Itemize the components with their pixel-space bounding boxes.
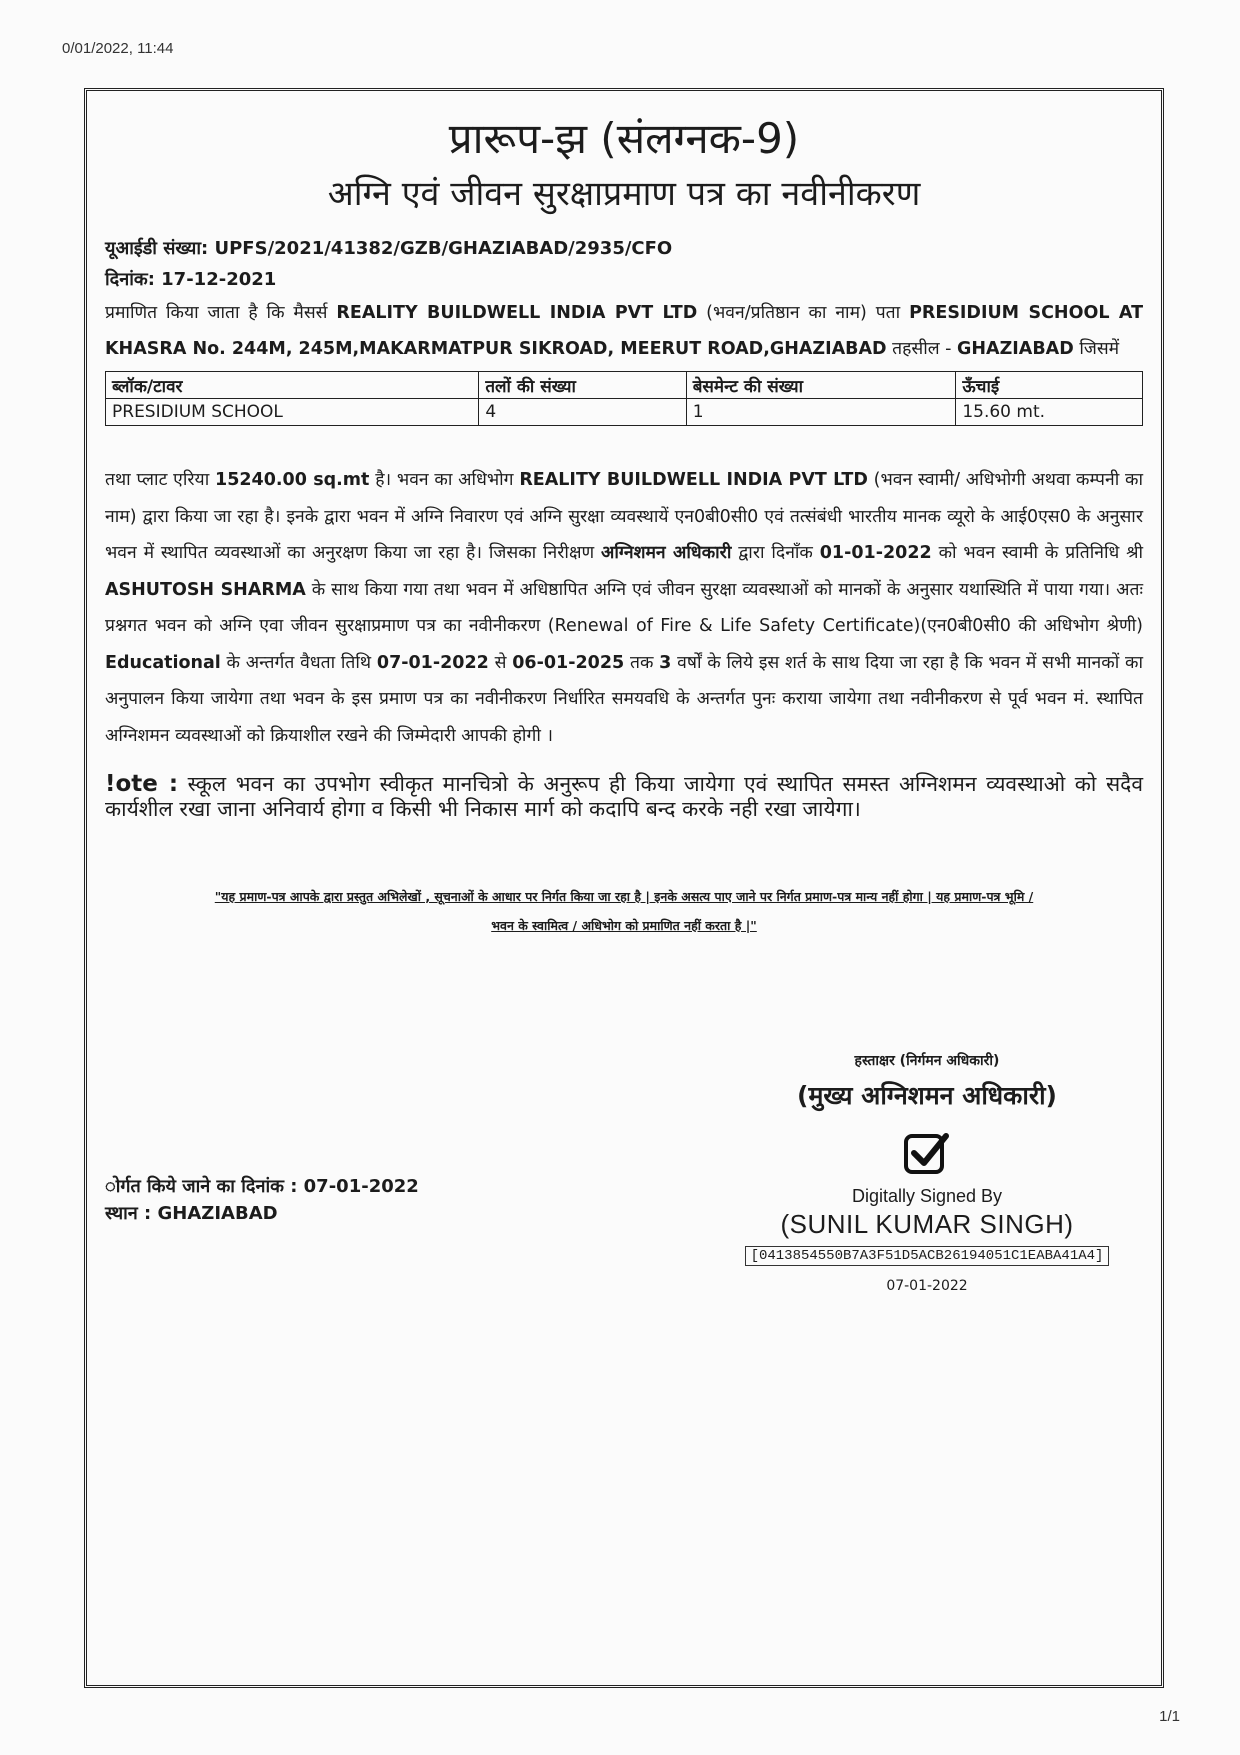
meta-block [105, 233, 1143, 295]
validity-end: 06-01-2025 [512, 652, 625, 673]
signature-hash: [0413854550B7A3F51D5ACB26194051C1EABA41A4] [745, 1246, 1110, 1266]
note-paragraph [105, 772, 1143, 822]
representative-name: ASHUTOSH SHARMA [105, 579, 306, 600]
column-header: बेसमेन्ट की संख्या [686, 372, 956, 399]
document-title: अग्नि एवं जीवन सुरक्षाप्रमाण पत्र का नवीनीकरण [327, 174, 921, 214]
signature-block [727, 1051, 1127, 1294]
table-header-row [106, 372, 1143, 399]
body-text: वर्षों के लिये इस शर्त के साथ दिया जा रहा है कि भवन में सभी मानकों का अनुपालन किया जायेगा तथा भवन के इस प्रमाण पत्र का नवीनीकरण निर्धारित समयवधि के अन्तर्गत पुनः कराया जायेगा तथा नवीनीकरण से पूर्व भवन मं. स्थापित अग्निशमन व्यवस्थाओं को क्रियाशील रखने की जिम्मेदारी आपकी होगी । [105, 652, 1143, 746]
body-text: तथा प्लाट एरिया [105, 470, 216, 490]
certificate-content [105, 91, 1143, 940]
page-number: 1/1 [1159, 1708, 1180, 1725]
inspection-date: 01-01-2022 [819, 543, 932, 563]
digital-signature-label: Digitally Signed By [851, 1186, 1003, 1206]
body-text: द्वारा दिनाँक [731, 543, 820, 563]
issue-date-header: दिनांक: 17-12-2021 [105, 269, 277, 290]
issue-place: स्थान : GHAZIABAD [105, 1203, 278, 1224]
validity-start: 07-01-2022 [376, 652, 489, 673]
signer-name: (SUNIL KUMAR SINGH) [780, 1209, 1074, 1239]
signature-date: 07-01-2022 [886, 1278, 968, 1294]
table-row [106, 399, 1143, 426]
intro-text: जिसमें [1073, 339, 1120, 359]
disclaimer-line: भवन के स्वामित्व / अधिभोग को प्रमाणित नहीं करता है |" [491, 917, 757, 933]
body-text: को भवन स्वामी के प्रतिनिधि श्री [931, 543, 1144, 563]
body-text: तक [624, 652, 660, 673]
column-header: ऊँचाई [956, 372, 1143, 399]
table-cell: 15.60 mt. [956, 399, 1143, 426]
column-header: तलों की संख्या [479, 372, 686, 399]
disclaimer [105, 882, 1143, 940]
building-table [105, 371, 1143, 426]
inspecting-officer: अग्निशमन अधिकारी [601, 543, 732, 563]
body-text: के साथ किया गया तथा भवन में अधिष्ठापित अग्नि एवं जीवन सुरक्षा व्यवस्थाओं को मानकों के अनुसार यथास्थिति में पाया गया। अतः प्रश्नगत भवन को अग्नि एवा जीवन सुरक्षाप्रमाण पत्र का नवीनीकरण (Renewal of Fire & Life Safety Certificate)(एन0बी0सी0 की अधिभोग श्रेणी) [105, 579, 1143, 636]
occupant-name: REALITY BUILDWELL INDIA PVT LTD [519, 470, 868, 490]
body-text: से [488, 652, 513, 673]
form-title: प्रारूप-झ (संलग्नक-9) [448, 114, 800, 163]
table-cell: 4 [479, 399, 686, 426]
table-cell: PRESIDIUM SCHOOL [106, 399, 479, 426]
body-text: (भवन स्वामी/ अधिभोगी अथवा कम्पनी का नाम) द्वारा किया जा रहा है। इनके द्वारा भवन में अग्नि निवारण एवं अग्नि सुरक्षा व्यवस्थायें एन0बी0सी0 एवं तत्संबंधी भारतीय मानक व्यूरो के आई0एस0 के अनुसार भवन में स्थापित व्यवस्थाओं का अनुरक्षण किया जा रहा है। जिसका निरीक्षण [105, 470, 1143, 563]
issue-date: ोर्गत किये जाने का दिनांक : 07-01-2022 [105, 1176, 419, 1197]
intro-text: (भवन/प्रतिष्ठान का नाम) पता [697, 303, 910, 323]
uid-number: यूआईडी संख्या: UPFS/2021/41382/GZB/GHAZIABAD/2935/CFO [105, 238, 673, 259]
body-text: के अन्तर्गत वैधता तिथि [220, 652, 377, 673]
intro-paragraph [105, 295, 1143, 367]
issue-details [105, 1173, 419, 1227]
company-name: REALITY BUILDWELL INDIA PVT LTD [336, 303, 698, 323]
certificate-frame [84, 88, 1164, 1688]
check-box-icon [902, 1128, 952, 1178]
note-text: स्कूल भवन का उपभोग स्वीकृत मानचित्रो के अनुरूप ही किया जायेगा एवं स्थापित समस्त अग्निशमन व्यवस्थाओ को सदैव कार्यशील रखा जाना अनिवार्य होगा व किसी भी निकास मार्ग को कदापि बन्द करके नही रखा जायेगा। [105, 771, 1143, 821]
intro-text: प्रमाणित किया जाता है कि मैसर्स [105, 303, 337, 323]
plot-area: 15240.00 sq.mt [215, 470, 370, 490]
officer-title: (मुख्य अग्निशमन अधिकारी) [797, 1081, 1057, 1110]
body-paragraph [105, 462, 1143, 754]
note-label: !ote : [105, 770, 179, 797]
validity-years: 3 [659, 652, 672, 673]
intro-text: तहसील - [886, 339, 958, 359]
address: PRESIDIUM SCHOOL AT KHASRA No. 244M, 245M,MAKARMATPUR SIKROAD, MEERUT ROAD,GHAZIABAD [105, 303, 1144, 359]
signature-label: हस्ताक्षर (निर्गमन अधिकारी) [854, 1053, 1000, 1069]
print-timestamp: 0/01/2022, 11:44 [62, 40, 174, 57]
table-cell: 1 [686, 399, 956, 426]
disclaimer-line: "यह प्रमाण-पत्र आपके द्वारा प्रस्तुत अभिलेखों , सूचनाओं के आधार पर निर्गत किया जा रहा है | इनके असत्य पाए जाने पर निर्गत प्रमाण-पत्र मान्य नहीं होगा | यह प्रमाण-पत्र भूमि / [214, 888, 1034, 904]
column-header: ब्लॉक/टावर [106, 372, 479, 399]
tehsil: GHAZIABAD [957, 339, 1074, 359]
occupancy-category: Educational [105, 652, 221, 673]
body-text: है। भवन का अधिभोग [369, 470, 520, 490]
